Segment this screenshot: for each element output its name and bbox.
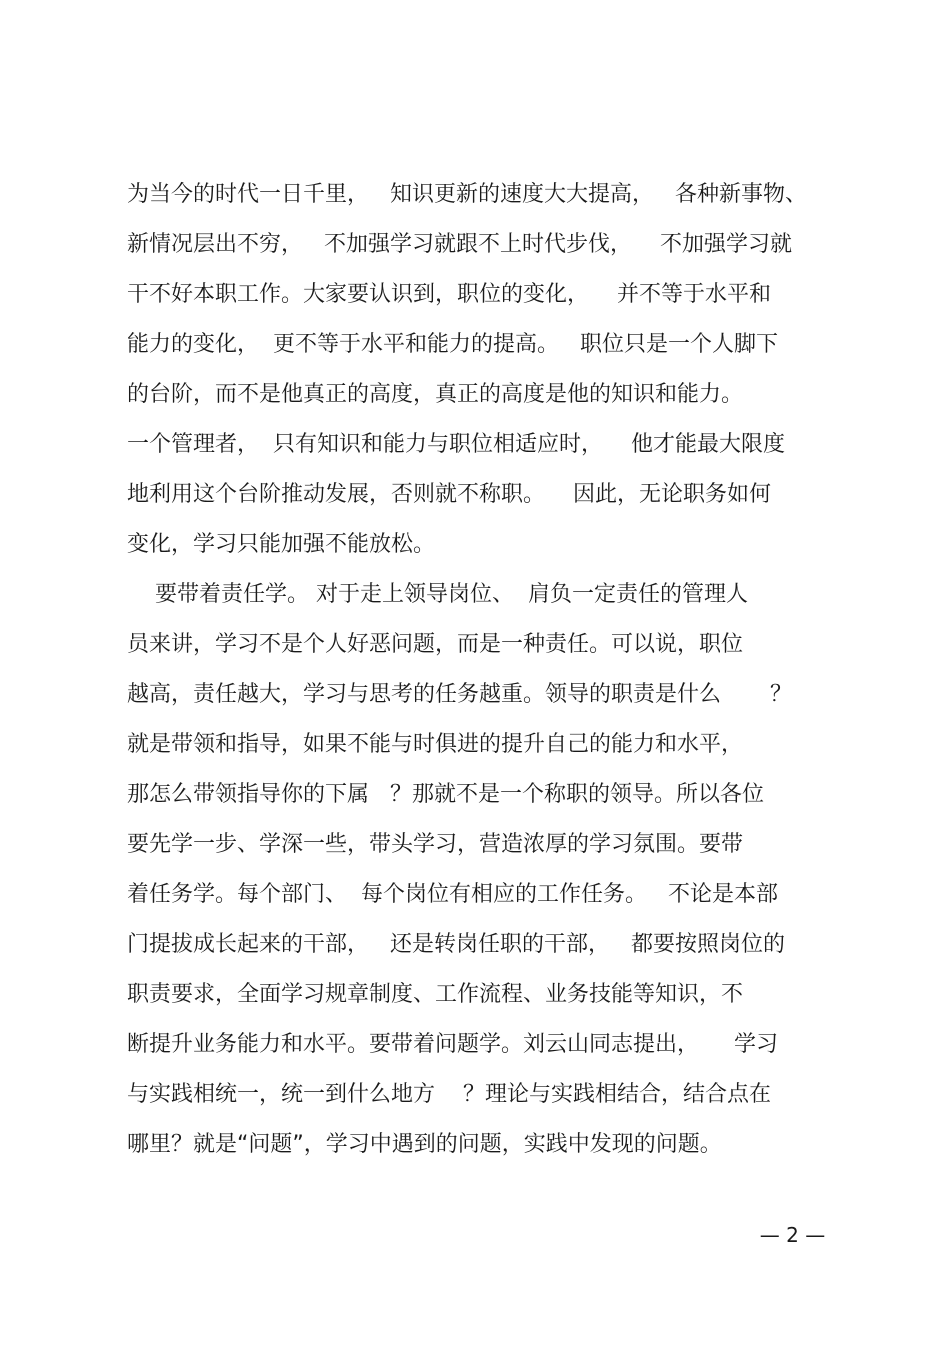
- text-line: 能力的变化， 更不等于水平和能力的提高。 职位只是一个人脚下: [127, 332, 778, 357]
- text-line: 越高，责任越大，学习与思考的任务越重。领导的职责是什么 ？: [127, 682, 792, 707]
- text-line: 着任务学。每个部门、 每个岗位有相应的工作任务。 不论是本部: [127, 882, 778, 907]
- text-line: 职责要求，全面学习规章制度、工作流程、业务技能等知识，不: [127, 982, 744, 1007]
- text-line: 那怎么带领指导你的下属 ？那就不是一个称职的领导。所以各位: [127, 782, 764, 807]
- text-line: 变化，学习只能加强不能放松。: [127, 532, 436, 557]
- body-text: [127, 170, 832, 1170]
- page-number: — 2 —: [759, 1223, 826, 1247]
- text-line: 就是带领和指导，如果不能与时俱进的提升自己的能力和水平，: [127, 732, 744, 757]
- text-line: 一个管理者， 只有知识和能力与职位相适应时， 他才能最大限度: [127, 432, 785, 457]
- text-line: 地利用这个台阶推动发展，否则就不称职。 因此，无论职务如何: [127, 482, 771, 507]
- text-line: 哪里？就是“问题”，学习中遇到的问题，实践中发现的问题。: [127, 1132, 722, 1157]
- text-line: 干不好本职工作。大家要认识到，职位的变化， 并不等于水平和: [127, 282, 771, 307]
- text-line: 员来讲，学习不是个人好恶问题，而是一种责任。可以说，职位: [127, 632, 744, 657]
- text-line: 要带着责任学。 对于走上领导岗位、 肩负一定责任的管理人: [127, 582, 748, 607]
- text-line: 与实践相统一，统一到什么地方 ？理论与实践相结合，结合点在: [127, 1082, 771, 1107]
- text-line: 要先学一步、学深一些，带头学习，营造浓厚的学习氛围。要带: [127, 832, 744, 857]
- text-line: 门提拔成长起来的干部， 还是转岗任职的干部， 都要按照岗位的: [127, 932, 785, 957]
- text-line: 为当今的时代一日千里， 知识更新的速度大大提高， 各种新事物、: [127, 182, 807, 207]
- text-line: 的台阶，而不是他真正的高度，真正的高度是他的知识和能力。: [127, 382, 744, 407]
- text-line: 断提升业务能力和水平。要带着问题学。刘云山同志提出， 学习: [127, 1032, 778, 1057]
- text-line: 新情况层出不穷， 不加强学习就跟不上时代步伐， 不加强学习就: [127, 232, 792, 257]
